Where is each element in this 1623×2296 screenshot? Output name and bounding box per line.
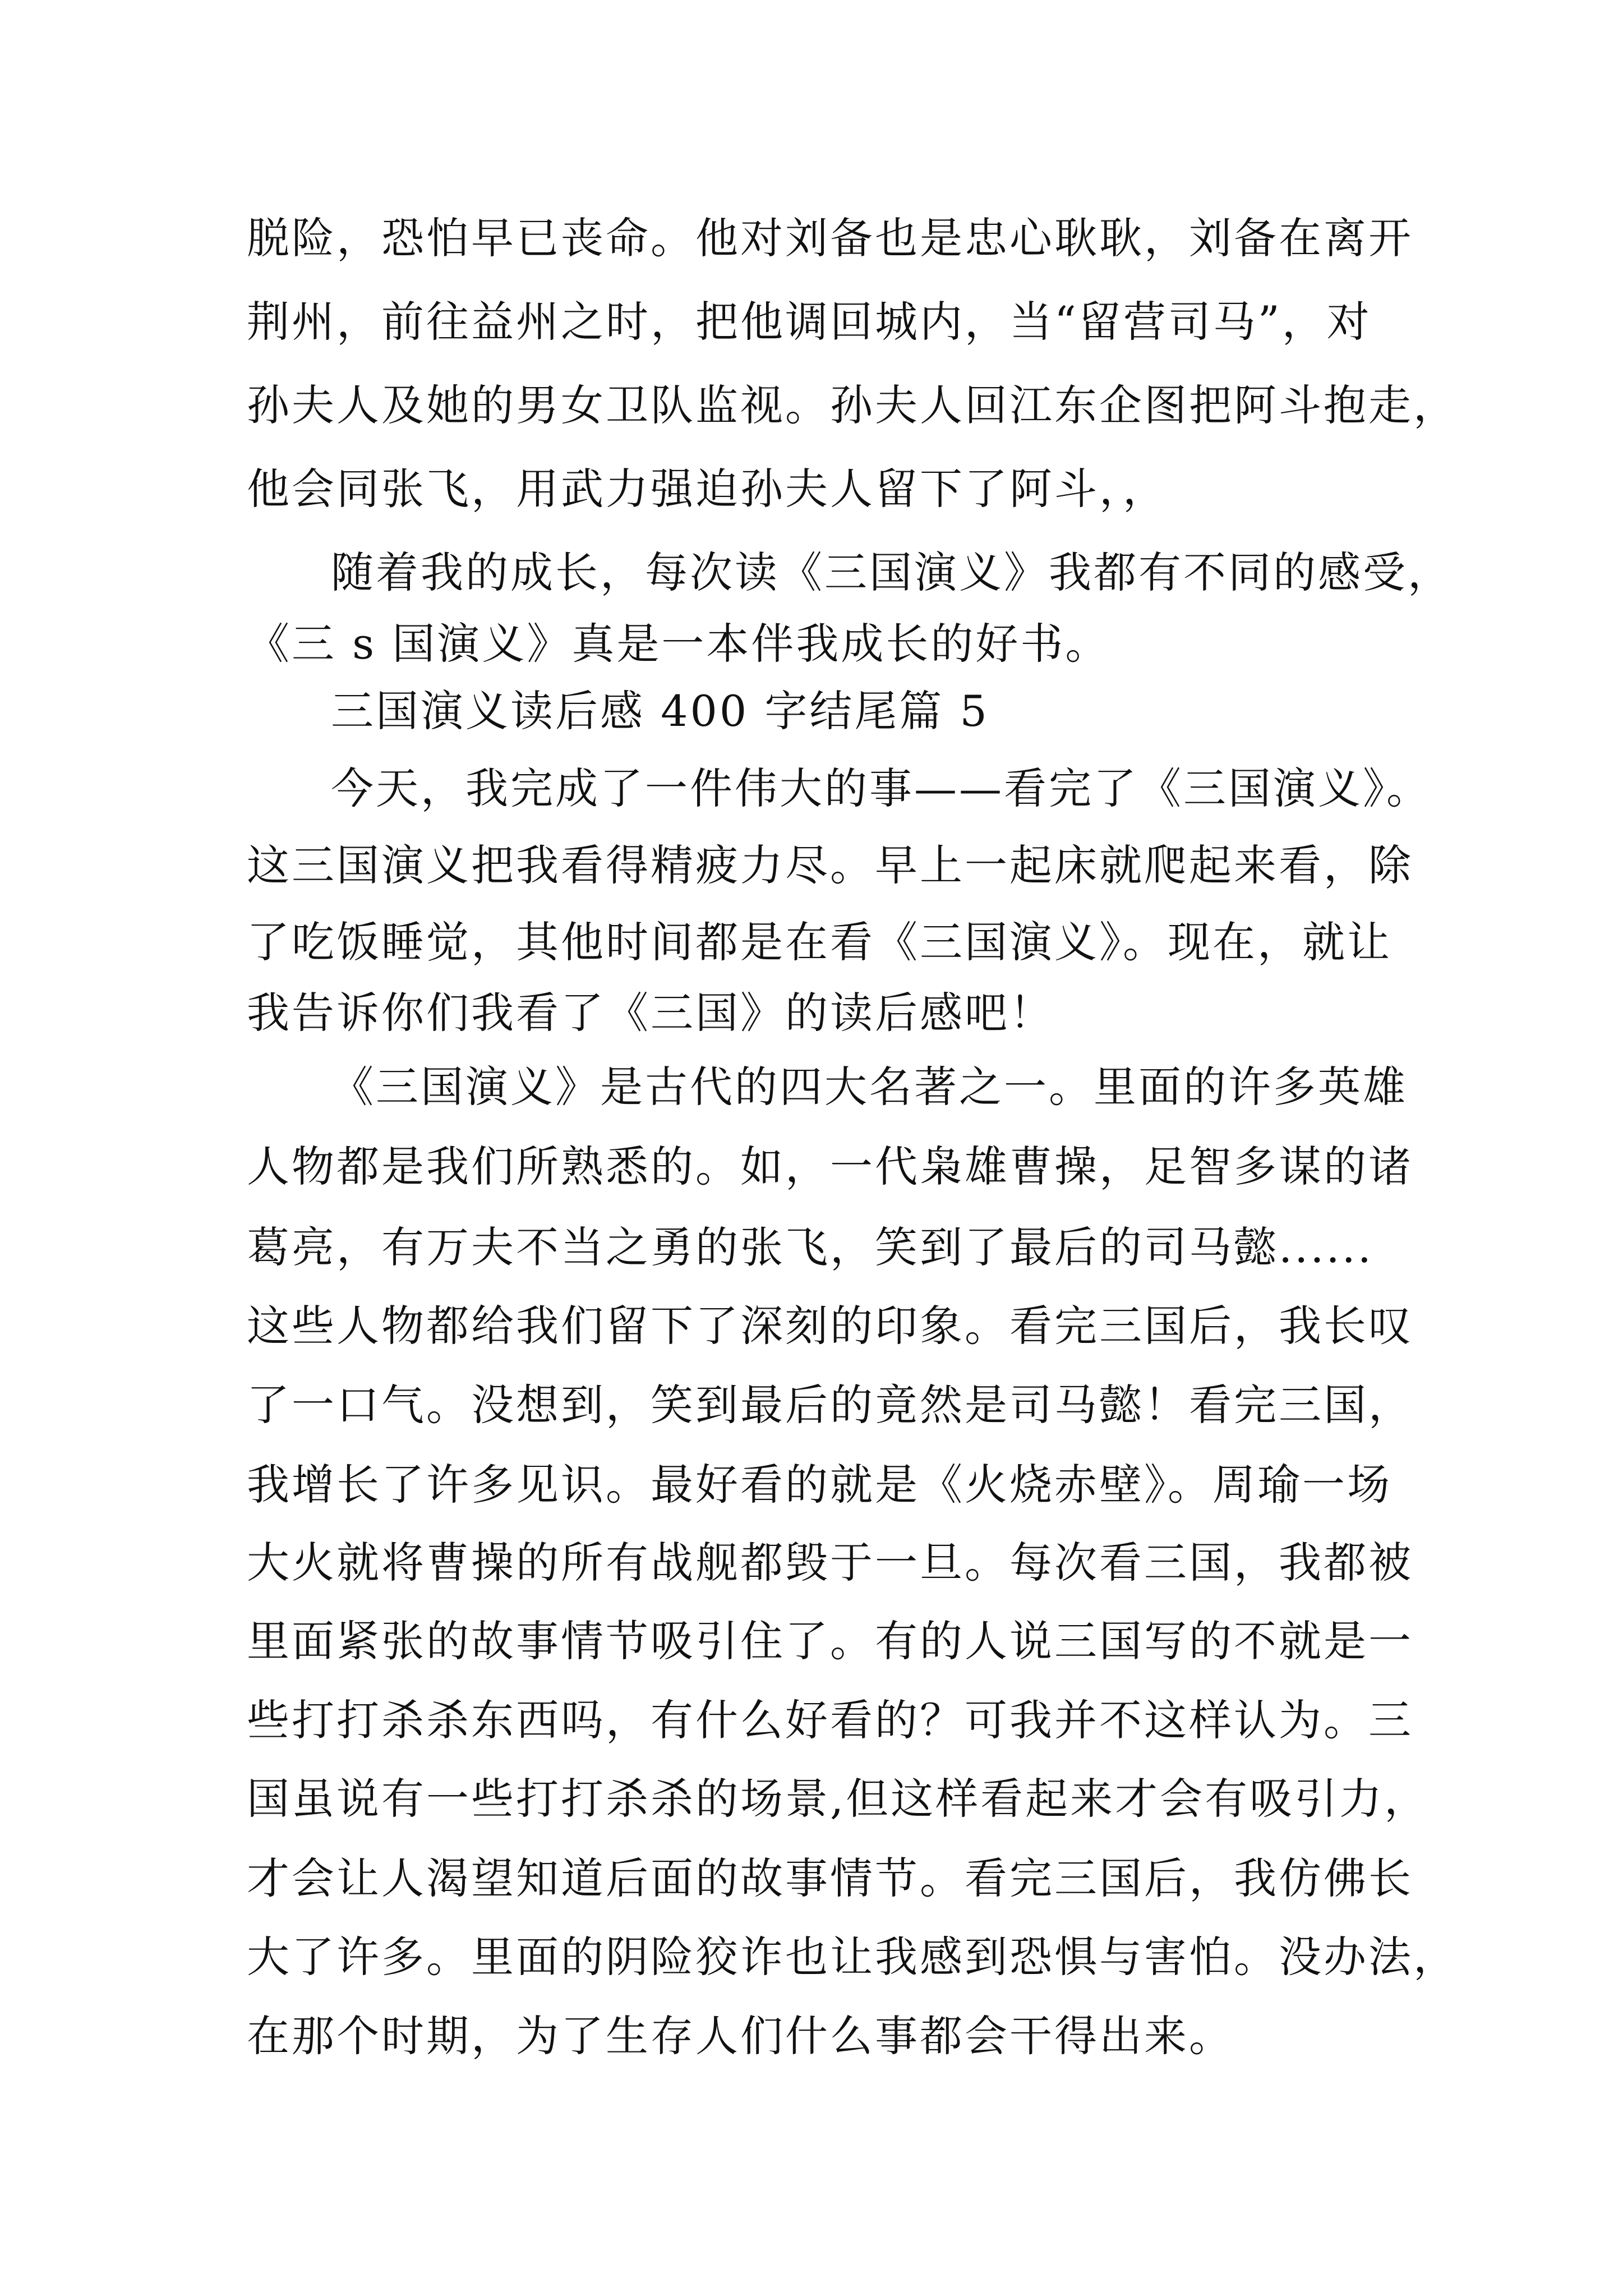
text-line: 大火就将曹操的所有战舰都毁于一旦。每次看三国，我都被 [247, 1538, 1413, 1588]
text-line: 葛亮，有万夫不当之勇的张飞，笑到了最后的司马懿...... [247, 1222, 1373, 1272]
text-line: 里面紧张的故事情节吸引住了。有的人说三国写的不就是一 [247, 1616, 1413, 1666]
text-line: 《三 s 国演义》真是一本伴我成长的好书。 [247, 619, 1110, 669]
text-line: 些打打杀杀东西吗，有什么好看的？可我并不这样认为。三 [247, 1695, 1413, 1745]
paragraph-start-line: 随着我的成长，每次读《三国演义》我都有不同的感受， [331, 547, 1453, 597]
text-line: 国虽说有一些打打杀杀的场景,但这样看起来才会有吸引力， [247, 1774, 1430, 1824]
text-line: 我告诉你们我看了《三国》的读后感吧！ [247, 988, 1054, 1038]
text-line: 荆州，前往益州之时，把他调回城内，当“留营司马”，对 [247, 297, 1372, 347]
text-line: 人物都是我们所熟悉的。如，一代枭雄曹操，足智多谋的诸 [247, 1142, 1413, 1191]
text-line: 我增长了许多见识。最好看的就是《火烧赤壁》。周瑜一场 [247, 1460, 1392, 1510]
text-line: 在那个时期，为了生存人们什么事都会干得出来。 [247, 2011, 1234, 2061]
text-line: 孙夫人及她的男女卫队监视。孙夫人回江东企图把阿斗抱走， [247, 380, 1458, 430]
text-line: 才会让人渴望知道后面的故事情节。看完三国后，我仿佛长 [247, 1853, 1413, 1903]
text-line: 这些人物都给我们留下了深刻的印象。看完三国后，我长叹 [247, 1301, 1413, 1351]
paragraph-start-line: 今天，我完成了一件伟大的事——看完了《三国演义》。 [331, 763, 1431, 813]
section-heading: 三国演义读后感 400 字结尾篇 5 [331, 686, 989, 736]
paragraph-start-line: 《三国演义》是古代的四大名著之一。里面的许多英雄 [331, 1062, 1408, 1112]
text-line: 大了许多。里面的阴险狡诈也让我感到恐惧与害怕。没办法， [247, 1932, 1458, 1982]
text-line: 这三国演义把我看得精疲力尽。早上一起床就爬起来看，除 [247, 840, 1413, 890]
text-line: 脱险，恐怕早已丧命。他对刘备也是忠心耿耿，刘备在离开 [247, 213, 1413, 263]
text-line: 了一口气。没想到，笑到最后的竟然是司马懿！看完三国， [247, 1380, 1413, 1430]
text-line: 他会同张飞，用武力强迫孙夫人留下了阿斗，， [247, 464, 1168, 514]
text-line: 了吃饭睡觉，其他时间都是在看《三国演义》。现在，就让 [247, 917, 1392, 967]
